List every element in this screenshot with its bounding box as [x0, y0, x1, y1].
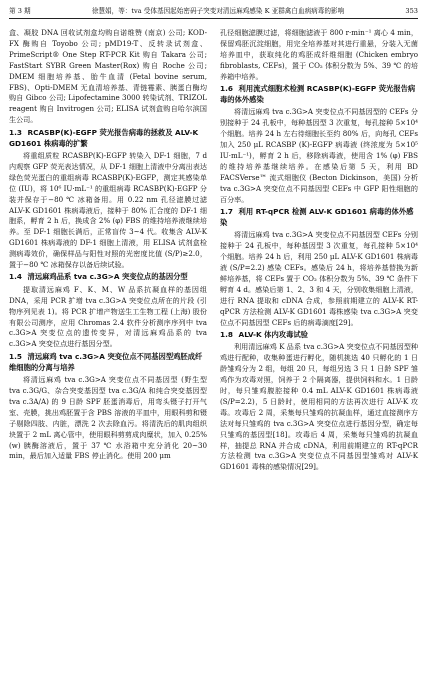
right-column	[220, 28, 418, 473]
section-title: ALV-K 体内攻毒试验	[238, 329, 308, 339]
section-number: 1.7	[220, 207, 233, 216]
section-title: 清远麻鸡 tva c.3G>A 突变位点不同基因型鸡胚成纤维细胞的分离与培养	[9, 351, 203, 372]
section-heading	[9, 352, 207, 374]
section-title: 清远麻鸡品系 tva c.3G>A 突变位点的基因分型	[27, 272, 188, 282]
body-paragraph: 利用清远麻鸡 K 品系 tva c.3G>A 突变位点不同基因型种鸡进行配种，收集种蛋进行孵化，随机挑选 40 只孵化的 1 日龄雏鸡分为 2 组，每组 20 只，每组另选 3 只 1 日龄 SPF 雏鸡作为攻毒对照，饲养于 2 个隔离器，提供饲料和水。1 日龄时，每只雏鸡腹腔接种 0.4 mL ALV-K GD1601 株病毒液 (S/P=2.2)，5 日龄时，使用相同的方法再次进行 ALV-K 攻毒。攻毒后 2 周，采集每只雏鸡的抗凝血样，通过直接测序方法对每只雏鸡的 tva c.3G>A 突变位点进行基因分型，确定每只雏鸡的基因型[18]。攻毒后 4 周，采集每只雏鸡的抗凝血样，抽提总 RNA 并合成 cDNA，利用前期建立的 RT-qPCR 方法检测 tva c.3G>A 突变位点不同基因型雏鸡对 ALV-K GD1601 毒株的感染情况[29]。	[220, 342, 418, 472]
section-number: 1.3	[9, 127, 22, 137]
section-heading	[220, 207, 418, 229]
section-title: 利用 RT-qPCR 检测 ALV-K GD1601 病毒的体外感染	[220, 207, 414, 227]
section-number: 1.8	[220, 329, 233, 339]
section-number: 1.5	[9, 351, 22, 361]
body-paragraph: 将重组质粒 RCASBP(K)-EGFP 转染入 DF-1 细胞，7 d 内观察 GFP 荧光表达情况，从 DF-1 细胞上清液中分离出表达绿色荧光蛋白的重组病毒 RCASBP(K)-EGFP，测定其感染单位 (IU)，将 10⁶ IU·mL⁻¹ 的重组病毒 RCASBP(K)-EGFP 分装并保存于−80 ℃ 冰箱备用。用 0.22 nm 孔径滤膜过滤 ALV-K GD1601 株病毒液后，接种于 80% 汇合度的 DF-1 细胞系，孵育 2 h 后，换成含 2% (φ) FBS 的维持培养液继续培养。至 DF-1 细胞长满后，正常盲传 3~4 代。收集含 ALV-K GD1601 株病毒液的 DF-1 细胞上清液，用 ELISA 试剂盒检测病毒效价，确保样品与阳性对照的光密度比值 (S/P)≥2.0，置于−80 ℃ 冰箱保存以备后续试验。	[9, 150, 207, 270]
running-title: 徐慧娟，等：tva 受体基因起始密码子突变对清远麻鸡感染 K 亚群禽白血病病毒的影响	[91, 7, 345, 15]
body-paragraph: 盒、凝胶 DNA 回收试剂盒均购自诺维赞 (南京) 公司; KOD-FX 酶购自 Toyobo 公司; pMD19-T、反转录试剂盒、PrimeScript® One Step RT-PCR Kit 购自 Takara 公司; FastStart SYBR Green Master(Rox) 购自 Roche 公司; DMEM 细胞培养基、胎牛血清 (Fetal bovine serum, FBS)、Opti-DMEM 无血清培养基、青链霉素、胰蛋白酶均购自 Gibco 公司; Lipofectamine 3000 转染试剂、TRIZOL reagent 购自 Invitrogen 公司; ELISA 试剂盒购自哈尔滨国生公司。	[9, 28, 207, 125]
page-number: 353	[405, 7, 418, 15]
body-paragraph: 孔径细胞滤膜过滤，将细胞滤液于 800 r·min⁻¹ 离心 4 min，保留鸡胚沉淀细胞，用完全培养基对其进行重悬，分装入无菌培养皿中，获取纯化的鸡胚成纤维细胞 (Chicken embryo fibroblasts, CEFs)，置于 CO₂ 体积分数为 5%、39 ℃ 的培养箱中培养。	[220, 28, 418, 81]
section-title: RCASBP(K)-EGFP 荧光报告病毒的拯救及 ALV-K GD1601 株病毒的扩繁	[9, 127, 199, 148]
section-heading	[9, 128, 207, 150]
section-heading	[220, 84, 418, 106]
body-paragraph: 将清远麻鸡 tva c.3G>A 突变位点不同基因型 (野生型 tva c.3G/G、杂合突变基因型 tva c.3G/A 和纯合突变基因型 tva c.3A/A) 的 9 日龄 SPF 胚蛋消毒后，用弯头镊子打开气室、壳膜，挑出鸡胚置于含 PBS 溶液的平皿中，用眼科剪和镊子剔除四肢、内脏，漂洗 2 次去除血污。将清洗后的肌肉组织块置于 2 mL 离心管中，使用眼科剪剪成肉糜状，加入 0.25%(w) 胰酶溶液后，置于 37 ℃ 水浴箱中充分消化 20~30 min，最后加入适量 FBS 停止消化。使用 200 μm	[9, 375, 207, 461]
left-column	[9, 28, 207, 473]
section-number: 1.6	[220, 84, 233, 94]
issue-label: 第 3 期	[9, 7, 31, 15]
body-paragraph: 将清远麻鸡 tva c.3G>A 突变位点不同基因型 CEFs 分别接种于 24 孔板中，每种基因型 3 次重复，每孔接种 5×10⁴ 个细胞。培养 24 h 后，利用 250 μL ALV-K GD1601 株病毒液 (S/P=2.2) 感染 CEFs。感染后 24 h，将培养基替换为新鲜培养基，将 CEFs 置于 CO₂ 体积分数为 5%、39 ℃ 条件下孵育 4 d。感染后第 1、2、3 和 4 天，分别收集细胞上清液，进行 RNA 提取和 cDNA 合成，参照前期建立的 ALV-K RT-qPCR 方法检测 ALV-K GD1601 毒株感染 tva c.3G>A 突变位点不同基因型 CEFs 后的病毒滴度[29]。	[220, 230, 418, 327]
section-heading	[9, 272, 207, 283]
section-heading	[220, 330, 418, 341]
body-paragraph: 提取清远麻鸡 F、K、M、W 品系抗凝血样的基因组 DNA，采用 PCR 扩增 tva c.3G>A 突变位点所在的片段 (引物序列见表 1)。将 PCR 扩增产物送生工生物工程 (上海) 股份有限公司测序，应用 Chromas 2.4 软件分析测序序列中 tva c.3G>A 突变位点的遗传变异，对清远麻鸡品系的 tva c.3G>A 突变位点进行基因分型。	[9, 284, 207, 349]
running-header	[9, 7, 418, 16]
section-title: 利用流式细胞术检测 RCASBP(K)-EGFP 荧光报告病毒的体外感染	[220, 84, 416, 104]
section-number: 1.4	[9, 272, 22, 282]
body-paragraph: 将清远麻鸡 tva c.3G>A 突变位点不同基因型的 CEFs 分别接种于 24 孔板中，每种基因型 3 次重复，每孔接种 5×10⁴ 个细胞。培养 24 h 左右待细胞长至约 80% 后，向每孔 CEFs 加入 250 μL RCASBP (K)-EGFP 病毒液 (终浓度为 5×10⁵ IU·mL⁻¹)，孵育 2 h 后，移除病毒液，使用含 1% (φ) FBS 的维持培养基继续培养。在感染后第 5 天，利用 BD FACSVerse™ 流式细胞仪 (Becton Dickinson，美国) 分析 tva c.3G>A 突变位点不同基因型 CEFs 中 GFP 阳性细胞的百分率。	[220, 107, 418, 204]
header-rule	[9, 18, 418, 19]
body-columns	[9, 28, 418, 473]
